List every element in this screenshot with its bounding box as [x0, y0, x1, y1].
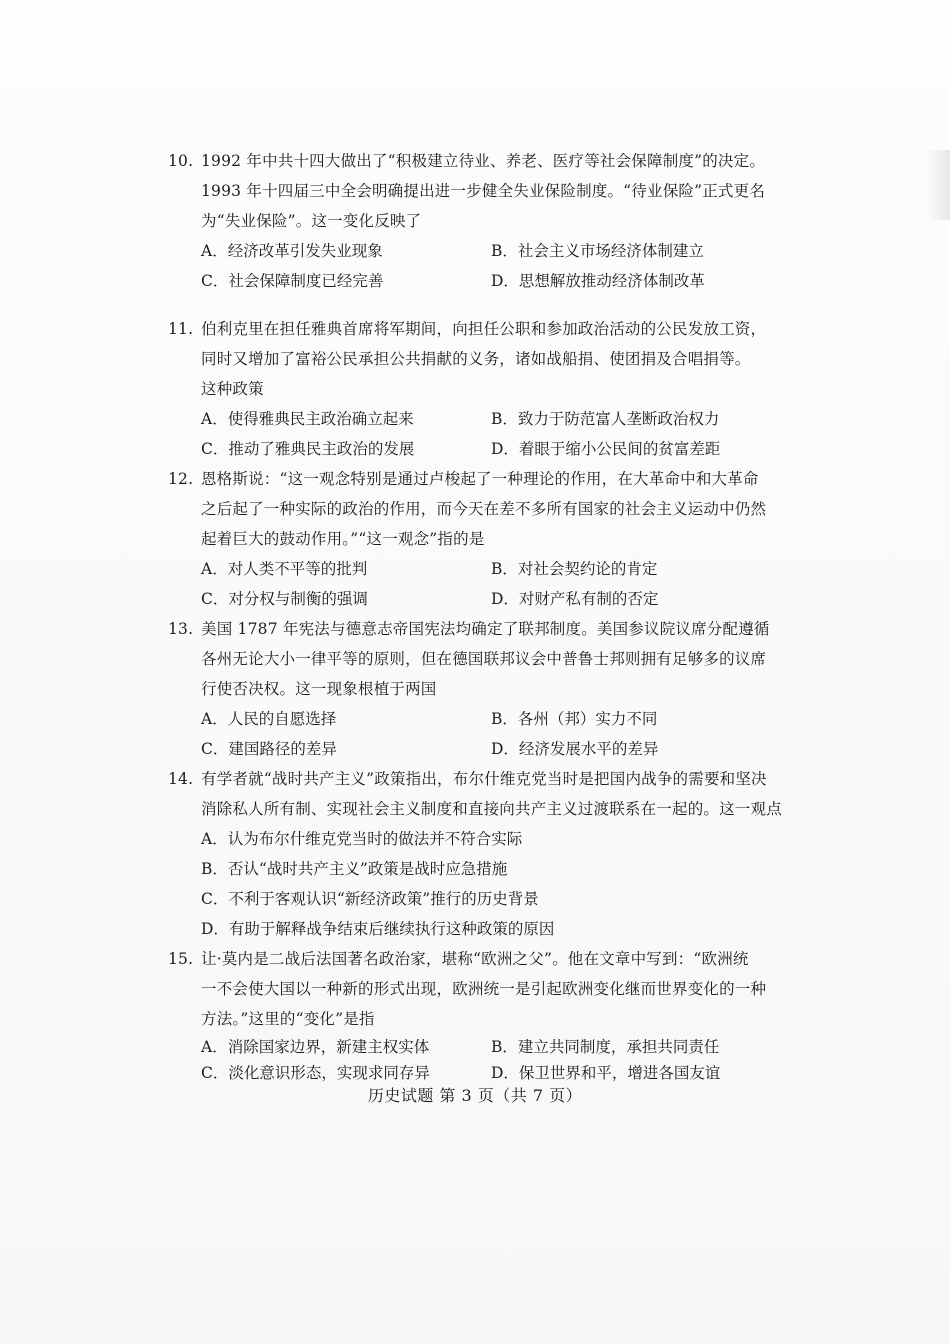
question-15 — [168, 944, 800, 1086]
question-11 — [168, 314, 800, 464]
option-b[interactable]: B．否认“战时共产主义”政策是战时应急措施 — [201, 860, 508, 878]
question-line: 起着巨大的鼓动作用。”“这一观念”指的是 — [201, 530, 485, 548]
question-number: 11. — [168, 320, 194, 338]
option-a[interactable]: A．使得雅典民主政治确立起来 — [201, 410, 414, 428]
question-14 — [168, 764, 800, 944]
question-line: 13. 美国 1787 年宪法与德意志帝国宪法均确定了联邦制度。美国参议院议席分配遵循 — [168, 614, 800, 644]
question-line: 之后起了一种实际的政治的作用，而今天在差不多所有国家的社会主义运动中仍然 — [201, 500, 767, 518]
option-d[interactable]: D．保卫世界和平，增进各国友谊 — [491, 1064, 721, 1082]
option-d[interactable]: D．经济发展水平的差异 — [491, 740, 659, 758]
options — [168, 1034, 800, 1086]
options — [168, 554, 800, 614]
option-b[interactable]: B．社会主义市场经济体制建立 — [491, 242, 704, 260]
option-b[interactable]: B．各州（邦）实力不同 — [491, 710, 658, 728]
option-a[interactable]: A．经济改革引发失业现象 — [201, 242, 383, 260]
options — [168, 236, 800, 296]
option-d[interactable]: D．有助于解释战争结束后继续执行这种政策的原因 — [201, 920, 555, 938]
option-d[interactable]: D．思想解放推动经济体制改革 — [491, 272, 705, 290]
question-number: 12. — [168, 470, 194, 488]
option-d[interactable]: D．对财产私有制的否定 — [491, 590, 659, 608]
question-number: 15. — [168, 950, 194, 968]
question-line: 一不会使大国以一种新的形式出现，欧洲统一是引起欧洲变化继而世界变化的一种 — [201, 980, 767, 998]
question-10 — [168, 146, 800, 296]
question-line: 12. 恩格斯说：“这一观念特别是通过卢梭起了一种理论的作用，在大革命中和大革命 — [168, 464, 800, 494]
option-a[interactable]: A．对人类不平等的批判 — [201, 560, 368, 578]
page-footer: 历史试题 第 3 页（共 7 页） — [367, 1086, 583, 1105]
question-line: 消除私人所有制、实现社会主义制度和直接向共产主义过渡联系在一起的。这一观点 — [201, 800, 782, 818]
option-d[interactable]: D．着眼于缩小公民间的贫富差距 — [491, 440, 721, 458]
question-line: 行使否决权。这一现象根植于两国 — [201, 680, 437, 698]
question-line: 方法。”这里的“变化”是指 — [201, 1010, 375, 1028]
option-a[interactable]: A．消除国家边界，新建主权实体 — [201, 1038, 430, 1056]
question-line: 15. 让·莫内是二战后法国著名政治家，堪称“欧洲之父”。他在文章中写到：“欧洲统 — [168, 944, 800, 974]
option-b[interactable]: B．对社会契约论的肯定 — [491, 560, 658, 578]
option-a[interactable]: A．认为布尔什维克党当时的做法并不符合实际 — [201, 830, 523, 848]
options — [168, 704, 800, 764]
question-line: 14. 有学者就“战时共产主义”政策指出，布尔什维克党当时是把国内战争的需要和坚决 — [168, 764, 800, 794]
question-line: 10. 1992 年中共十四大做出了“积极建立待业、养老、医疗等社会保障制度”的决定。 — [168, 146, 800, 176]
question-number: 10. — [168, 152, 194, 170]
question-line: 1993 年十四届三中全会明确提出进一步健全失业保险制度。“待业保险”正式更名 — [201, 182, 766, 200]
option-b[interactable]: B．建立共同制度，承担共同责任 — [491, 1038, 720, 1056]
option-b[interactable]: B．致力于防范富人垄断政治权力 — [491, 410, 720, 428]
question-line: 这种政策 — [201, 380, 264, 398]
question-number: 14. — [168, 770, 194, 788]
option-c[interactable]: C．推动了雅典民主政治的发展 — [201, 440, 415, 458]
options — [168, 404, 800, 464]
question-13 — [168, 614, 800, 764]
option-c[interactable]: C．淡化意识形态，实现求同存异 — [201, 1064, 430, 1082]
option-c[interactable]: C．建国路径的差异 — [201, 740, 337, 758]
page-edge-shadow — [926, 150, 950, 220]
question-line: 同时又增加了富裕公民承担公共捐献的义务，诸如战船捐、使团捐及合唱捐等。 — [201, 350, 751, 368]
option-c[interactable]: C．对分权与制衡的强调 — [201, 590, 368, 608]
option-c[interactable]: C．社会保障制度已经完善 — [201, 272, 384, 290]
option-a[interactable]: A．人民的自愿选择 — [201, 710, 337, 728]
question-12 — [168, 464, 800, 614]
question-line: 各州无论大小一律平等的原则，但在德国联邦议会中普鲁士邦则拥有足够多的议席 — [201, 650, 767, 668]
question-number: 13. — [168, 620, 194, 638]
question-line: 为“失业保险”。这一变化反映了 — [201, 212, 422, 230]
option-c[interactable]: C．不利于客观认识“新经济政策”推行的历史背景 — [201, 890, 539, 908]
question-line: 11. 伯利克里在担任雅典首席将军期间，向担任公职和参加政治活动的公民发放工资， — [168, 314, 800, 344]
